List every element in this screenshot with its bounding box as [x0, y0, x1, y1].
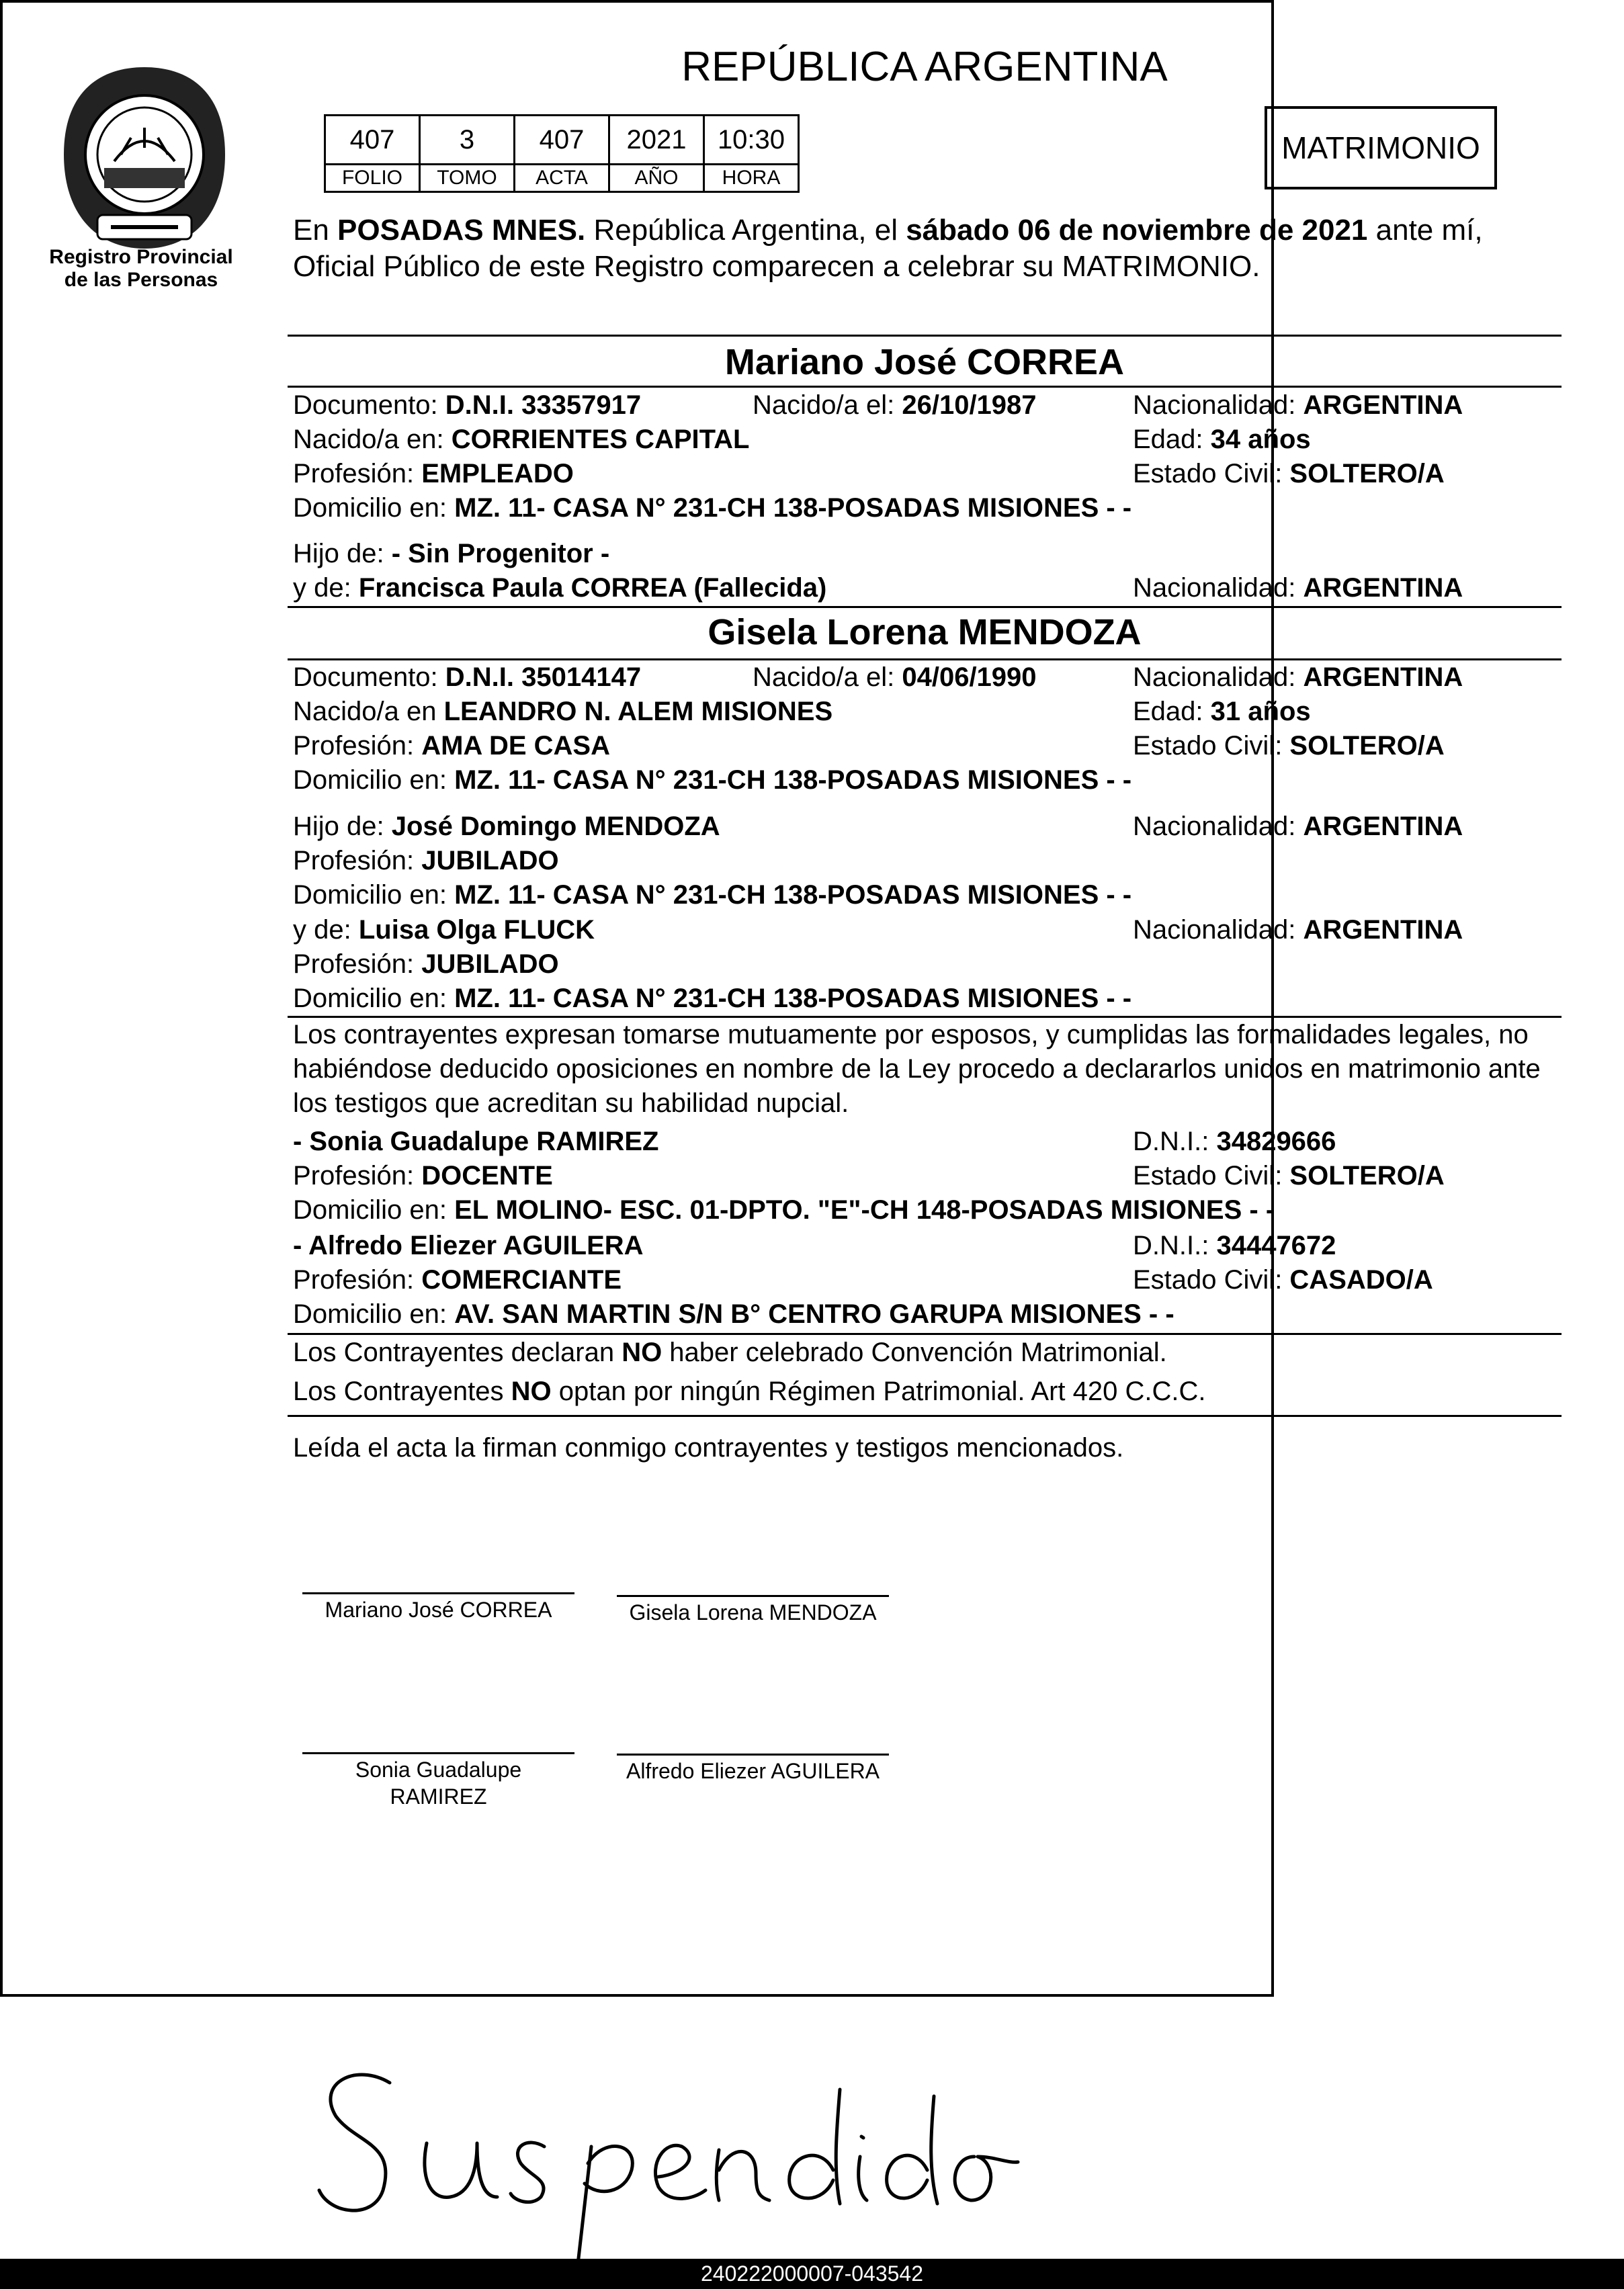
- intro-city: POSADAS MNES.: [337, 214, 586, 247]
- groom-birthdate: Nacido/a el: 26/10/1987: [753, 390, 1037, 420]
- groom-name: Mariano José CORREA: [724, 342, 1125, 382]
- groom-father: Hijo de: - Sin Progenitor -: [293, 539, 610, 568]
- groom-mother: y de: Francisca Paula CORREA (Fallecida): [293, 573, 827, 603]
- closing-text: Leída el acta la firman conmigo contrayentes y testigos mencionados.: [293, 1433, 1124, 1463]
- bride-father-profession: Profesión: JUBILADO: [293, 846, 559, 875]
- provincial-seal-logo: [50, 54, 239, 255]
- groom-profession: Profesión: EMPLEADO: [293, 459, 574, 488]
- witness1-address: Domicilio en: EL MOLINO- ESC. 01-DPTO. "E"-CH 148-POSADAS MISIONES - -: [293, 1195, 1275, 1225]
- signature-bride-name: Gisela Lorena MENDOZA: [629, 1600, 877, 1625]
- bride-birthplace: Nacido/a en LEANDRO N. ALEM MISIONES: [293, 697, 833, 726]
- signature-line: [302, 1752, 574, 1754]
- document-title: REPÚBLICA ARGENTINA: [681, 44, 1168, 90]
- bride-father-address: Domicilio en: MZ. 11- CASA N° 231-CH 138-POSADAS MISIONES - -: [293, 880, 1132, 910]
- hora-value: 10:30: [704, 116, 799, 165]
- declaration-line-3: los testigos que acreditan su habilidad nupcial.: [293, 1088, 849, 1118]
- bride-father: Hijo de: José Domingo MENDOZA: [293, 812, 720, 841]
- groom-mother-nationality: Nacionalidad: ARGENTINA: [1133, 573, 1463, 603]
- witness2-address: Domicilio en: AV. SAN MARTIN S/N B° CENTRO GARUPA MISIONES - -: [293, 1299, 1174, 1329]
- witness2-civil-status: Estado Civil: CASADO/A: [1133, 1265, 1433, 1295]
- seal-caption-line1: Registro Provincial: [49, 246, 233, 268]
- bride-civil-status: Estado Civil: SOLTERO/A: [1133, 731, 1445, 761]
- bride-mother-nationality: Nacionalidad: ARGENTINA: [1133, 915, 1463, 945]
- witness1-dni: D.N.I.: 34829666: [1133, 1127, 1336, 1156]
- signature-witness2-name: Alfredo Eliezer AGUILERA: [626, 1759, 880, 1783]
- tomo-label: TOMO: [420, 165, 515, 192]
- groom-age: Edad: 34 años: [1133, 425, 1311, 454]
- witness1-profession: Profesión: DOCENTE: [293, 1161, 553, 1191]
- bride-birthdate: Nacido/a el: 04/06/1990: [753, 662, 1037, 692]
- groom-civil-status: Estado Civil: SOLTERO/A: [1133, 459, 1445, 488]
- bride-name: Gisela Lorena MENDOZA: [708, 612, 1142, 652]
- signature-line: [617, 1754, 889, 1756]
- bride-profession: Profesión: AMA DE CASA: [293, 731, 610, 761]
- tomo-value: 3: [420, 116, 515, 165]
- bride-age: Edad: 31 años: [1133, 697, 1311, 726]
- bride-address: Domicilio en: MZ. 11- CASA N° 231-CH 138-POSADAS MISIONES - -: [293, 765, 1132, 795]
- record-type-box: MATRIMONIO: [1265, 106, 1497, 189]
- bride-mother-address: Domicilio en: MZ. 11- CASA N° 231-CH 138-POSADAS MISIONES - -: [293, 984, 1132, 1013]
- seal-caption: [27, 246, 255, 292]
- groom-address: Domicilio en: MZ. 11- CASA N° 231-CH 138-POSADAS MISIONES - -: [293, 493, 1132, 523]
- folio-label: FOLIO: [325, 165, 420, 192]
- witness2-name: - Alfredo Eliezer AGUILERA: [293, 1231, 644, 1260]
- bride-nationality: Nacionalidad: ARGENTINA: [1133, 662, 1463, 692]
- signature-groom-name: Mariano José CORREA: [325, 1598, 552, 1622]
- record-number-table: [324, 114, 800, 193]
- folio-value: 407: [325, 116, 420, 165]
- groom-birthplace: Nacido/a en: CORRIENTES CAPITAL: [293, 425, 750, 454]
- bride-mother: y de: Luisa Olga FLUCK: [293, 915, 595, 945]
- acta-value: 407: [515, 116, 609, 165]
- hora-label: HORA: [704, 165, 799, 192]
- signature-line: [617, 1595, 889, 1597]
- handwritten-suspendido-note: [309, 2063, 1021, 2264]
- declaration-line-2: habiéndose deducido oposiciones en nombre de la Ley procedo a declararlos unidos en matrimonio ante: [293, 1054, 1541, 1084]
- anio-label: AÑO: [609, 165, 704, 192]
- divider: [288, 1333, 1562, 1335]
- groom-document: Documento: D.N.I. 33357917: [293, 390, 642, 420]
- document-barcode-footer: 240222000007-043542: [0, 2259, 1624, 2289]
- witness1-civil-status: Estado Civil: SOLTERO/A: [1133, 1161, 1445, 1191]
- anio-value: 2021: [609, 116, 704, 165]
- bride-father-nationality: Nacionalidad: ARGENTINA: [1133, 812, 1463, 841]
- intro-date: sábado 06 de noviembre de 2021: [906, 214, 1368, 247]
- convention-line-2: Los Contrayentes NO optan por ningún Régimen Patrimonial. Art 420 C.C.C.: [293, 1377, 1206, 1406]
- divider: [288, 335, 1562, 337]
- groom-nationality: Nacionalidad: ARGENTINA: [1133, 390, 1463, 420]
- intro-line-2: Oficial Público de este Registro comparecen a celebrar su MATRIMONIO.: [293, 250, 1260, 283]
- bride-document: Documento: D.N.I. 35014147: [293, 662, 642, 692]
- witness2-profession: Profesión: COMERCIANTE: [293, 1265, 622, 1295]
- witness2-dni: D.N.I.: 34447672: [1133, 1231, 1336, 1260]
- divider: [288, 1415, 1562, 1417]
- acta-label: ACTA: [515, 165, 609, 192]
- witness1-name: - Sonia Guadalupe RAMIREZ: [293, 1127, 659, 1156]
- bride-mother-profession: Profesión: JUBILADO: [293, 949, 559, 979]
- signature-witness1-name: Sonia Guadalupe RAMIREZ: [355, 1758, 522, 1809]
- divider: [288, 606, 1562, 608]
- declaration-line-1: Los contrayentes expresan tomarse mutuamente por esposos, y cumplidas las formalidades legales, no: [293, 1020, 1529, 1049]
- intro-line-1: En POSADAS MNES. República Argentina, el sábado 06 de noviembre de 2021 ante mí,: [293, 214, 1483, 247]
- convention-line-1: Los Contrayentes declaran NO haber celebrado Convención Matrimonial.: [293, 1338, 1167, 1367]
- signature-line: [302, 1592, 574, 1594]
- seal-caption-line2: de las Personas: [64, 269, 218, 291]
- divider: [288, 386, 1562, 388]
